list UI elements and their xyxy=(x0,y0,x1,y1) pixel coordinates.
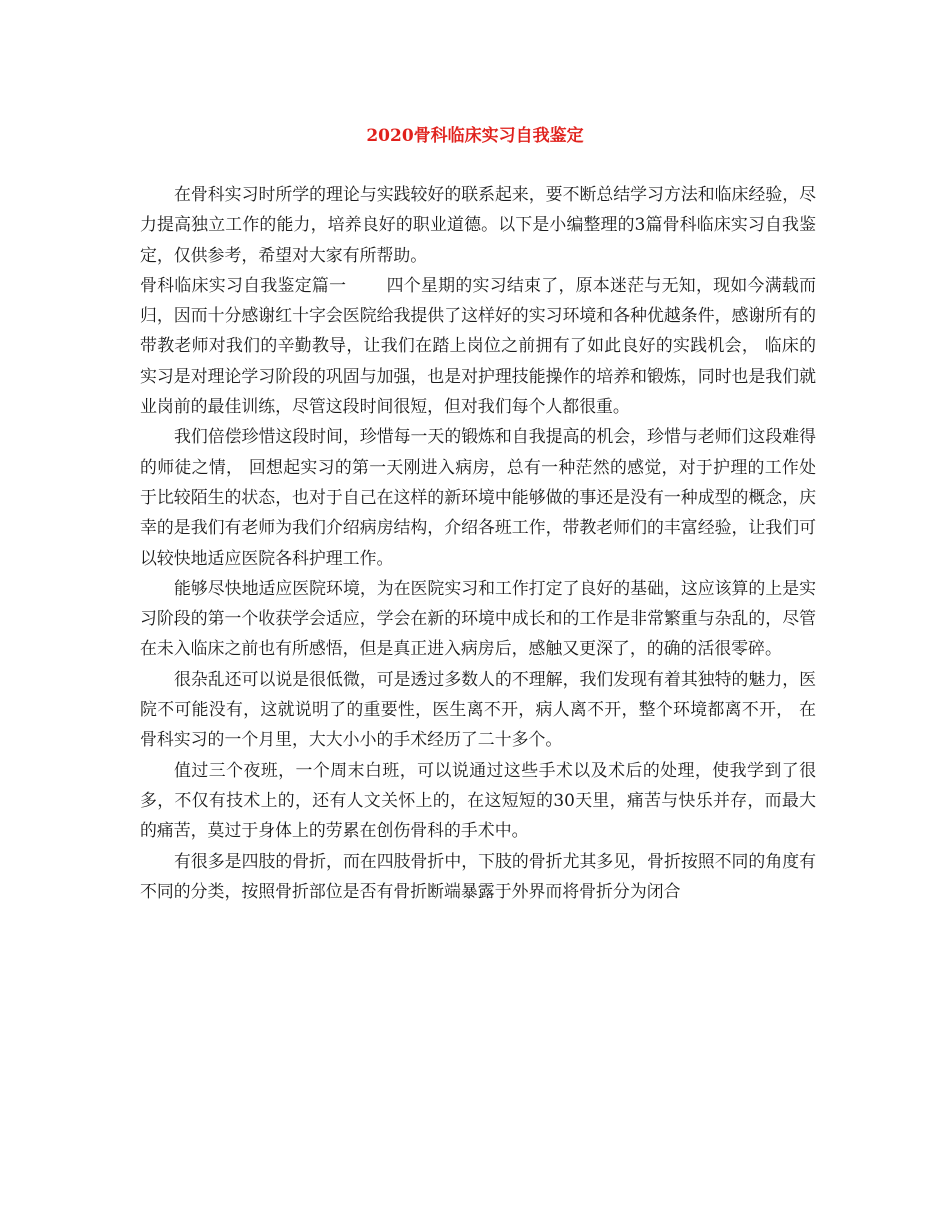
section-paragraph xyxy=(140,270,816,421)
section-text: 四个星期的实习结束了，原本迷茫与无知，现如今满载而归，因而十分感谢红十字会医院给我提供了这样好的实习环境和各种优越条件，感谢所有的带教老师对我们的辛勤教导，让我们在踏上岗位之前拥有了如此良好的实践机会， 临床的实习是对理论学习阶段的巩固与加强，也是对护理技能操作的培养和锻炼，同时也是我们就业岗前的最佳训练，尽管这段时间很短，但对我们每个人都很重。 xyxy=(140,274,817,417)
body-paragraph: 有很多是四肢的骨折，而在四肢骨折中，下肢的骨折尤其多见，骨折按照不同的角度有不同的分类，按照骨折部位是否有骨折断端暴露于外界而将骨折分为闭合 xyxy=(140,850,816,901)
section-heading: 骨科临床实习自我鉴定篇一 xyxy=(140,274,347,295)
body-paragraph: 很杂乱还可以说是很低微，可是透过多数人的不理解，我们发现有着其独特的魅力，医院不可能没有，这就说明了的重要性，医生离不开，病人离不开，整个环境都离不开， 在骨科实习的一个月里，大大小小的手术经历了二十多个。 xyxy=(140,668,816,750)
document-title: 2020骨科临床实习自我鉴定 xyxy=(366,126,584,146)
intro-paragraph: 在骨科实习时所学的理论与实践较好的联系起来，要不断总结学习方法和临床经验，尽力提高独立工作的能力，培养良好的职业道德。以下是小编整理的3篇骨科临床实习自我鉴定，仅供参考，希望对大家有所帮助。 xyxy=(140,184,816,265)
body-paragraph: 我们倍偿珍惜这段时间，珍惜每一天的锻炼和自我提高的机会，珍惜与老师们这段难得的师徒之情， 回想起实习的第一天刚进入病房，总有一种茫然的感觉，对于护理的工作处于比较陌生的状态，也对于自己在这样的新环境中能够做的事还是没有一种成型的概念，庆幸的是我们有老师为我们介绍病房结构，介绍各班工作，带教老师们的丰富经验，让我们可以较快地适应医院各科护理工作。 xyxy=(140,426,816,568)
body-paragraph: 值过三个夜班，一个周末白班，可以说通过这些手术以及术后的处理，使我学到了很多，不仅有技术上的，还有人文关怀上的，在这短短的30天里，痛苦与快乐并存，而最大的痛苦，莫过于身体上的劳累在创伤骨科的手术中。 xyxy=(140,759,816,841)
body-paragraph: 能够尽快地适应医院环境，为在医院实习和工作打定了良好的基础，这应该算的上是实习阶段的第一个收获学会适应，学会在新的环境中成长和的工作是非常繁重与杂乱的，尽管在未入临床之前也有所感悟，但是真正进入病房后，感触又更深了，的确的活很零碎。 xyxy=(140,577,816,659)
document-body xyxy=(140,179,816,906)
